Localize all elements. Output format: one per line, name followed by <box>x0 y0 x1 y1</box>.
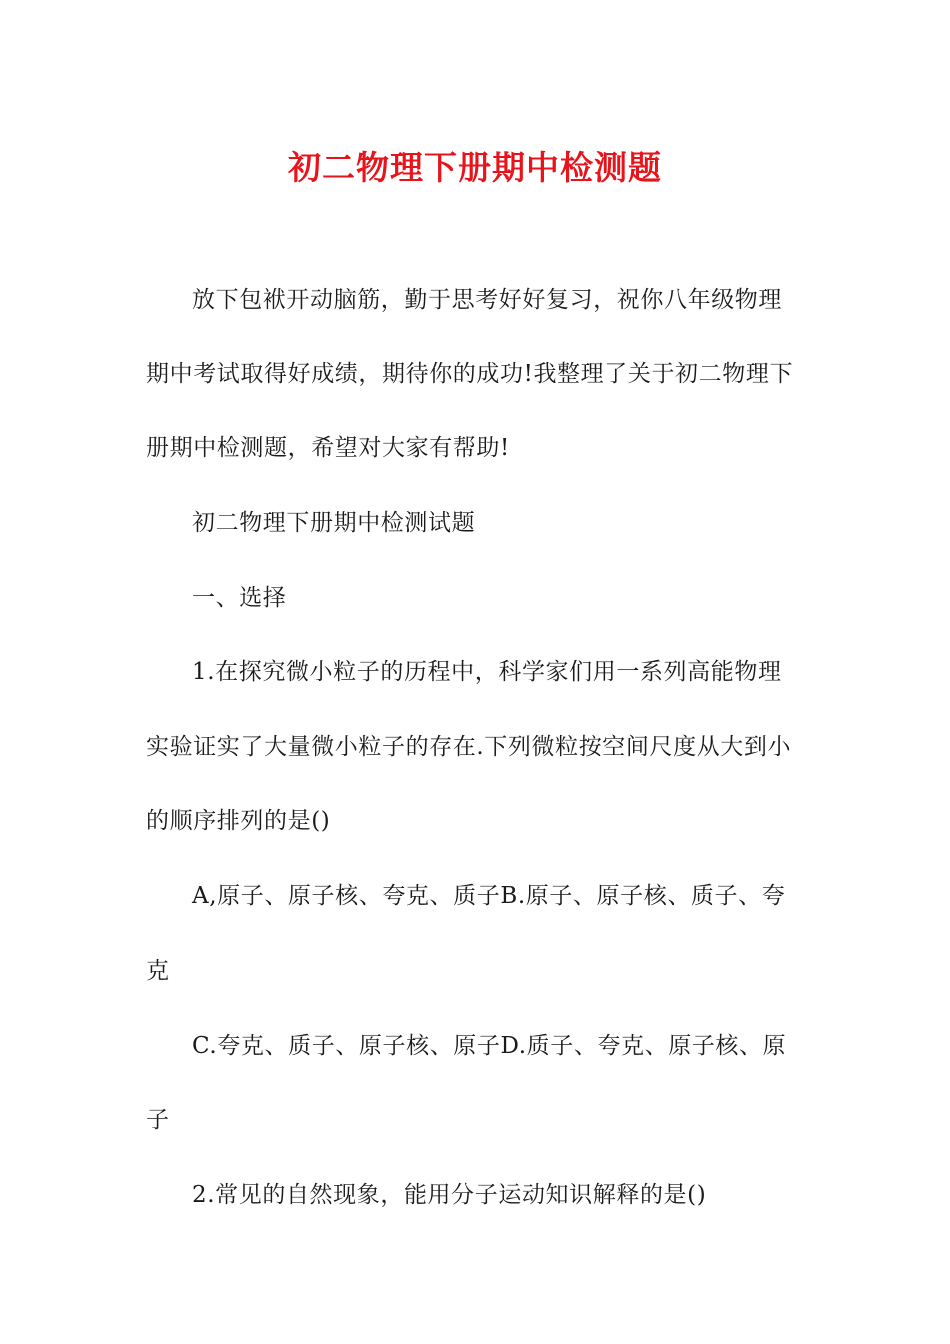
question-1-line-1: 1.在探究微小粒子的历程中，科学家们用一系列高能物理 <box>192 659 782 685</box>
subsection-heading: 一、选择 <box>192 585 287 611</box>
question-1-line-3: 的顺序排列的是() <box>146 808 331 834</box>
options-cd-line-2: 子 <box>146 1107 170 1133</box>
question-2-line-1: 2.常见的自然现象，能用分子运动知识解释的是() <box>192 1182 707 1208</box>
section-heading: 初二物理下册期中检测试题 <box>192 510 476 536</box>
options-ab-line-2: 克 <box>146 958 170 984</box>
options-cd-line-1: C.夸克、质子、原子核、原子D.质子、夸克、原子核、原 <box>192 1033 787 1059</box>
document-title: 初二物理下册期中检测题 <box>288 148 662 187</box>
question-1-line-2: 实验证实了大量微小粒子的存在.下列微粒按空间尺度从大到小 <box>146 734 792 760</box>
paragraph-intro-line-3: 册期中检测题，希望对大家有帮助! <box>146 435 510 461</box>
options-ab-line-1: A,原子、原子核、夸克、质子B.原子、原子核、质子、夸 <box>192 883 786 909</box>
paragraph-intro-line-2: 期中考试取得好成绩，期待你的成功!我整理了关于初二物理下 <box>146 361 794 387</box>
paragraph-intro-line-1: 放下包袱开动脑筋，勤于思考好好复习，祝你八年级物理 <box>192 287 782 313</box>
